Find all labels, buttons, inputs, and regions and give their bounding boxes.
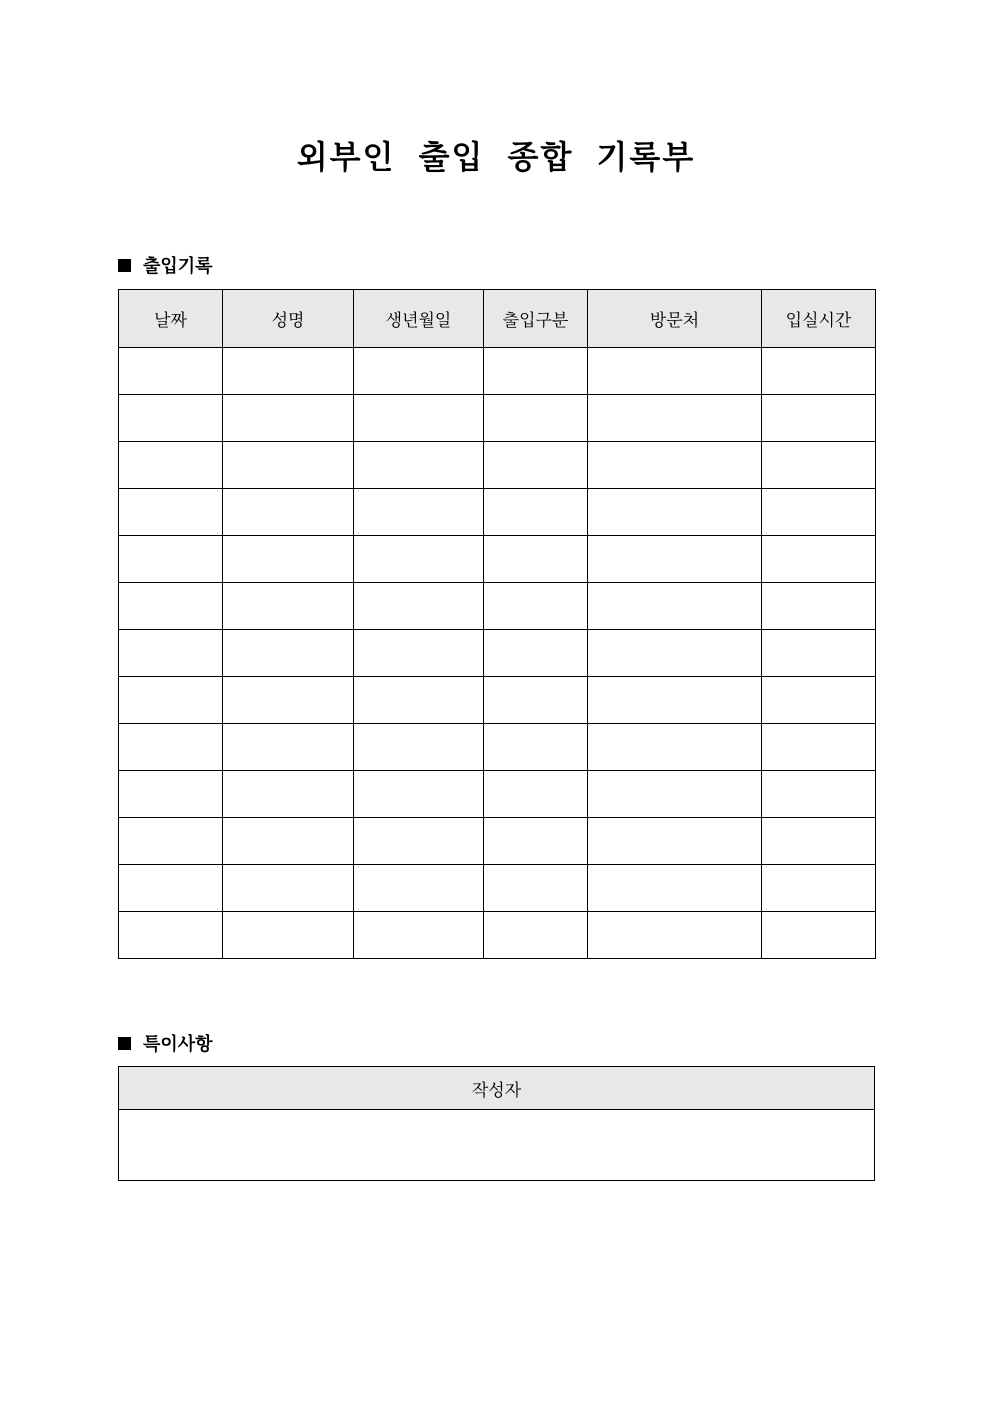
destination-cell[interactable] bbox=[588, 724, 762, 771]
name-cell[interactable] bbox=[223, 489, 354, 536]
destination-cell[interactable] bbox=[588, 489, 762, 536]
birthdate-cell[interactable] bbox=[354, 818, 484, 865]
entry-type-cell[interactable] bbox=[484, 912, 588, 959]
table-row bbox=[119, 348, 876, 395]
entry-time-cell[interactable] bbox=[762, 818, 876, 865]
entry-type-cell[interactable] bbox=[484, 442, 588, 489]
entry-time-cell[interactable] bbox=[762, 630, 876, 677]
birthdate-cell[interactable] bbox=[354, 724, 484, 771]
entry-time-cell[interactable] bbox=[762, 489, 876, 536]
date-cell[interactable] bbox=[119, 583, 223, 630]
table-row bbox=[119, 630, 876, 677]
entry-type-cell[interactable] bbox=[484, 771, 588, 818]
destination-cell[interactable] bbox=[588, 677, 762, 724]
table-row bbox=[119, 489, 876, 536]
name-cell[interactable] bbox=[223, 724, 354, 771]
notes-input-cell[interactable] bbox=[119, 1110, 875, 1181]
birthdate-cell[interactable] bbox=[354, 348, 484, 395]
date-cell[interactable] bbox=[119, 912, 223, 959]
entry-time-cell[interactable] bbox=[762, 912, 876, 959]
date-cell[interactable] bbox=[119, 771, 223, 818]
entry-time-cell[interactable] bbox=[762, 865, 876, 912]
date-cell[interactable] bbox=[119, 630, 223, 677]
birthdate-cell[interactable] bbox=[354, 677, 484, 724]
entry-type-cell[interactable] bbox=[484, 865, 588, 912]
destination-cell[interactable] bbox=[588, 818, 762, 865]
entry-time-cell[interactable] bbox=[762, 771, 876, 818]
table-row bbox=[119, 536, 876, 583]
destination-cell[interactable] bbox=[588, 865, 762, 912]
birthdate-cell[interactable] bbox=[354, 442, 484, 489]
date-cell[interactable] bbox=[119, 442, 223, 489]
destination-cell[interactable] bbox=[588, 442, 762, 489]
column-header-name: 성명 bbox=[223, 290, 354, 348]
square-bullet-icon bbox=[118, 1037, 131, 1050]
birthdate-cell[interactable] bbox=[354, 865, 484, 912]
entry-type-cell[interactable] bbox=[484, 489, 588, 536]
destination-cell[interactable] bbox=[588, 348, 762, 395]
table-header-row bbox=[119, 290, 876, 348]
date-cell[interactable] bbox=[119, 395, 223, 442]
entry-time-cell[interactable] bbox=[762, 583, 876, 630]
destination-cell[interactable] bbox=[588, 630, 762, 677]
name-cell[interactable] bbox=[223, 348, 354, 395]
table-row bbox=[119, 724, 876, 771]
section-heading-label: 출입기록 bbox=[143, 256, 213, 277]
entry-record-table bbox=[118, 289, 876, 959]
name-cell[interactable] bbox=[223, 677, 354, 724]
name-cell[interactable] bbox=[223, 442, 354, 489]
destination-cell[interactable] bbox=[588, 771, 762, 818]
notes-table bbox=[118, 1066, 875, 1181]
section-heading-label: 특이사항 bbox=[143, 1034, 213, 1055]
name-cell[interactable] bbox=[223, 771, 354, 818]
table-row bbox=[119, 818, 876, 865]
date-cell[interactable] bbox=[119, 489, 223, 536]
column-header-birthdate: 생년월일 bbox=[354, 290, 484, 348]
destination-cell[interactable] bbox=[588, 912, 762, 959]
table-row bbox=[119, 395, 876, 442]
table-row bbox=[119, 912, 876, 959]
birthdate-cell[interactable] bbox=[354, 583, 484, 630]
table-row bbox=[119, 583, 876, 630]
entry-type-cell[interactable] bbox=[484, 536, 588, 583]
name-cell[interactable] bbox=[223, 630, 354, 677]
column-header-entry-type: 출입구분 bbox=[484, 290, 588, 348]
entry-time-cell[interactable] bbox=[762, 348, 876, 395]
entry-time-cell[interactable] bbox=[762, 395, 876, 442]
destination-cell[interactable] bbox=[588, 583, 762, 630]
birthdate-cell[interactable] bbox=[354, 630, 484, 677]
section-heading-records bbox=[118, 252, 213, 278]
entry-type-cell[interactable] bbox=[484, 395, 588, 442]
name-cell[interactable] bbox=[223, 912, 354, 959]
notes-header-author: 작성자 bbox=[119, 1067, 875, 1110]
name-cell[interactable] bbox=[223, 865, 354, 912]
date-cell[interactable] bbox=[119, 348, 223, 395]
entry-time-cell[interactable] bbox=[762, 724, 876, 771]
entry-time-cell[interactable] bbox=[762, 536, 876, 583]
entry-time-cell[interactable] bbox=[762, 677, 876, 724]
entry-type-cell[interactable] bbox=[484, 724, 588, 771]
birthdate-cell[interactable] bbox=[354, 771, 484, 818]
destination-cell[interactable] bbox=[588, 536, 762, 583]
date-cell[interactable] bbox=[119, 724, 223, 771]
entry-type-cell[interactable] bbox=[484, 348, 588, 395]
square-bullet-icon bbox=[118, 259, 131, 272]
birthdate-cell[interactable] bbox=[354, 395, 484, 442]
entry-type-cell[interactable] bbox=[484, 677, 588, 724]
birthdate-cell[interactable] bbox=[354, 912, 484, 959]
entry-type-cell[interactable] bbox=[484, 630, 588, 677]
date-cell[interactable] bbox=[119, 818, 223, 865]
table-row bbox=[119, 771, 876, 818]
entry-time-cell[interactable] bbox=[762, 442, 876, 489]
page-title: 외부인 출입 종합 기록부 bbox=[296, 138, 696, 176]
column-header-entry-time: 입실시간 bbox=[762, 290, 876, 348]
column-header-date: 날짜 bbox=[119, 290, 223, 348]
date-cell[interactable] bbox=[119, 677, 223, 724]
birthdate-cell[interactable] bbox=[354, 536, 484, 583]
date-cell[interactable] bbox=[119, 536, 223, 583]
entry-type-cell[interactable] bbox=[484, 583, 588, 630]
name-cell[interactable] bbox=[223, 583, 354, 630]
section-heading-notes bbox=[118, 1030, 213, 1056]
destination-cell[interactable] bbox=[588, 395, 762, 442]
date-cell[interactable] bbox=[119, 865, 223, 912]
name-cell[interactable] bbox=[223, 818, 354, 865]
entry-type-cell[interactable] bbox=[484, 818, 588, 865]
birthdate-cell[interactable] bbox=[354, 489, 484, 536]
table-row bbox=[119, 442, 876, 489]
column-header-destination: 방문처 bbox=[588, 290, 762, 348]
name-cell[interactable] bbox=[223, 536, 354, 583]
table-row bbox=[119, 677, 876, 724]
table-row bbox=[119, 865, 876, 912]
name-cell[interactable] bbox=[223, 395, 354, 442]
